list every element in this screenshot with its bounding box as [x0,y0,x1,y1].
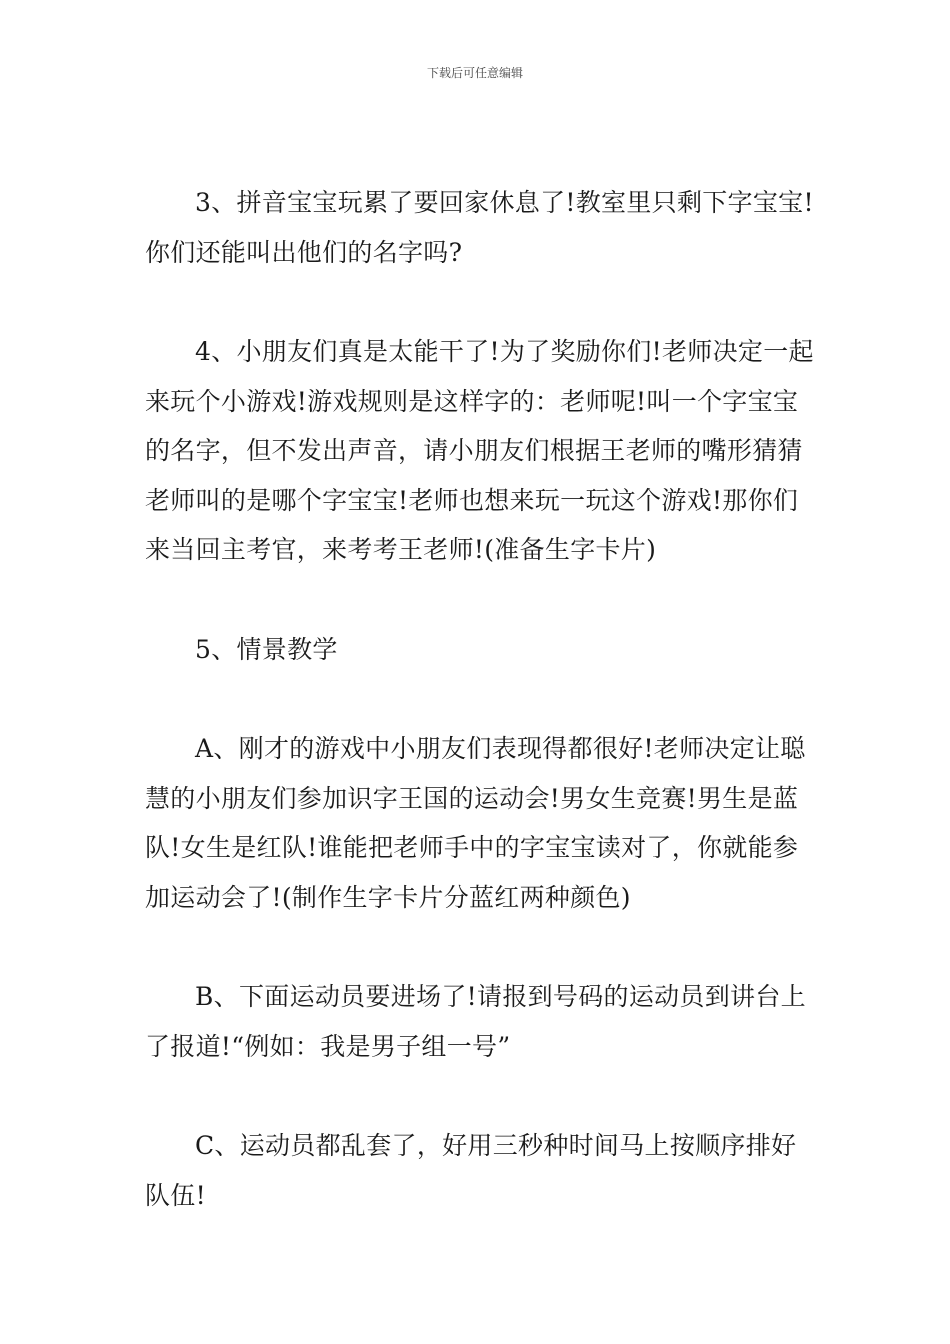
paragraph-step-b: B、下面运动员要进场了!请报到号码的运动员到讲台上了报道!“例如：我是男子组一号” [145,982,806,1061]
paragraph-step-3: 3、拼音宝宝玩累了要回家休息了!教室里只剩下字宝宝!你们还能叫出他们的名字吗? [145,188,814,267]
page-header-note: 下载后可任意编辑 [426,66,523,80]
paragraph-step-c: C、运动员都乱套了，好用三秒种时间马上按顺序排好队伍! [145,1131,797,1210]
paragraph-step-5-heading: 5、情景教学 [195,634,338,664]
paragraph-step-4: 4、小朋友们真是太能干了!为了奖励你们!老师决定一起来玩个小游戏!游戏规则是这样字的：老师呢!叫一个字宝宝的名字，但不发出声音，请小朋友们根据王老师的嘴形猜猜老师叫的是哪个字宝宝!老师也想来玩一玩这个游戏!那你们来当回主考官，来考考王老师!(准备生字卡片) [145,337,814,564]
document-body [145,178,815,1270]
paragraph-step-a: A、刚才的游戏中小朋友们表现得都很好!老师决定让聪慧的小朋友们参加识字王国的运动会!男女生竞赛!男生是蓝队!女生是红队!谁能把老师手中的字宝宝读对了，你就能参加运动会了!(制作生字卡片分蓝红两种颜色) [145,734,806,912]
